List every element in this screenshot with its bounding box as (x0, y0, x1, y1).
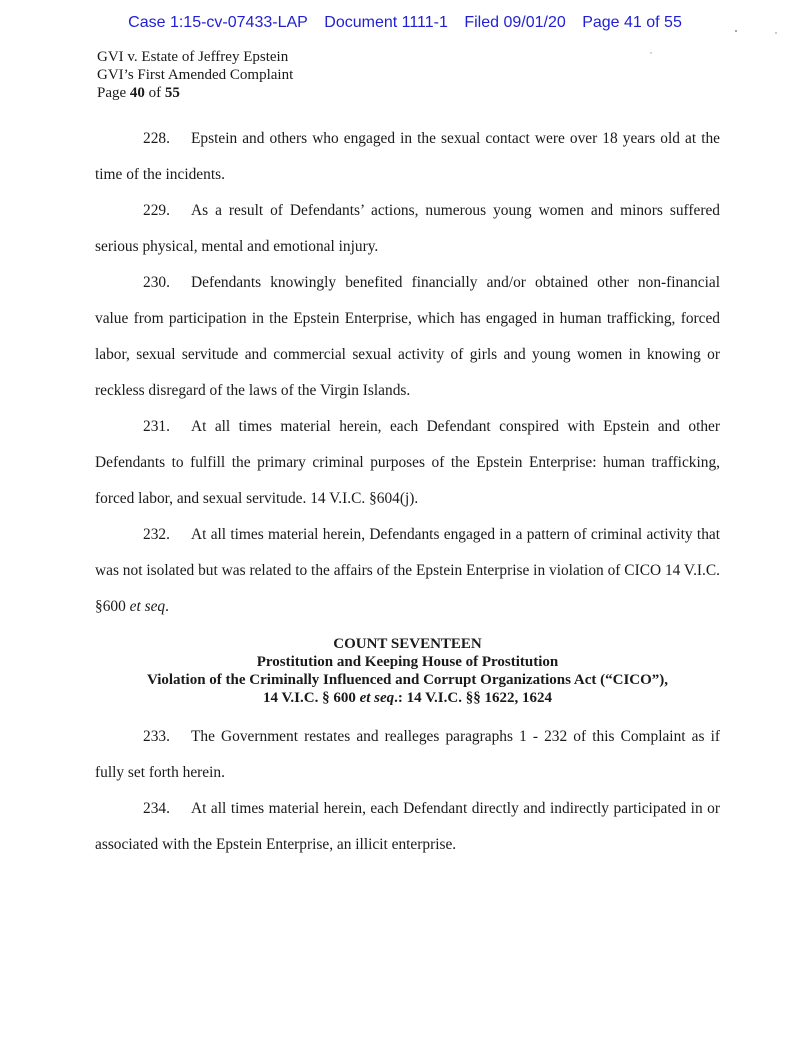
paragraph-232: 232. At all times material herein, Defendants engaged in a pattern of criminal activity that was not isolated but was related to the affairs of the Epstein Enterprise in violation of CICO 14 V.I.C. §600 et seq. (95, 517, 720, 625)
paragraph-number: 229. (143, 202, 170, 219)
paragraph-number: 228. (143, 130, 170, 147)
filed-date: Filed 09/01/20 (464, 14, 566, 31)
caption-document-title: GVI’s First Amended Complaint (97, 67, 294, 83)
document-body (95, 121, 720, 863)
paragraph-text: Epstein and others who engaged in the sexual contact were over 18 years old at the time of the incidents. (95, 130, 720, 183)
paragraph-number: 230. (143, 274, 170, 291)
scan-speck (650, 52, 652, 54)
paragraph-text: At all times material herein, each Defendant directly and indirectly participated in or associated with the Epstein Enterprise, an illicit enterprise. (95, 800, 720, 853)
case-number: Case 1:15-cv-07433-LAP (128, 14, 308, 31)
count-citation-line: 14 V.I.C. § 600 et seq.: 14 V.I.C. §§ 1622, 1624 (263, 690, 552, 706)
count-statute-line: Violation of the Criminally Influenced and Corrupt Organizations Act (“CICO”), (146, 672, 669, 688)
paragraph-233 (95, 719, 720, 791)
paragraph-231 (95, 409, 720, 517)
paragraph-234 (95, 791, 720, 863)
paragraph-text: The Government restates and realleges paragraphs 1 - 232 of this Complaint as if fully set forth herein. (95, 728, 720, 781)
paragraph-230 (95, 265, 720, 409)
caption-page-number: Page 40 of 55 (97, 85, 180, 101)
ecf-header-stamp (0, 14, 810, 32)
document-caption (97, 48, 293, 102)
paragraph-text: At all times material herein, each Defendant conspired with Epstein and other Defendants to fulfill the primary criminal purposes of the Epstein Enterprise: human trafficking, forced labor, and sexual servitude. 14 V.I.C. §604(j). (95, 418, 720, 507)
paragraph-number: 233. (143, 728, 170, 745)
paragraph-number: 231. (143, 418, 170, 435)
page-counter: Page 41 of 55 (582, 14, 682, 31)
count-title: COUNT SEVENTEEN (333, 636, 482, 652)
scan-speck (775, 32, 777, 34)
paragraph-228 (95, 121, 720, 193)
paragraph-text: At all times material herein, Defendants engaged in a pattern of criminal activity that was not isolated but was related to the affairs of the Epstein Enterprise in violation of CICO 14 V.I.C. §600 (95, 526, 720, 615)
count-heading (95, 635, 720, 707)
scan-speck (735, 30, 737, 32)
paragraph-text: Defendants knowingly benefited financially and/or obtained other non-financial value from participation in the Epstein Enterprise, which has engaged in human trafficking, forced labor, sexual servitude and commercial sexual activity of girls and young women in knowing or reckless disregard of the laws of the Virgin Islands. (95, 274, 720, 399)
caption-case-title: GVI v. Estate of Jeffrey Epstein (97, 49, 289, 65)
paragraph-number: 232. (143, 526, 170, 543)
paragraph-number: 234. (143, 800, 170, 817)
count-subtitle: Prostitution and Keeping House of Prostitution (256, 654, 559, 670)
paragraph-text: As a result of Defendants’ actions, numerous young women and minors suffered serious physical, mental and emotional injury. (95, 202, 720, 255)
paragraph-229 (95, 193, 720, 265)
document-number: Document 1111-1 (324, 14, 448, 31)
